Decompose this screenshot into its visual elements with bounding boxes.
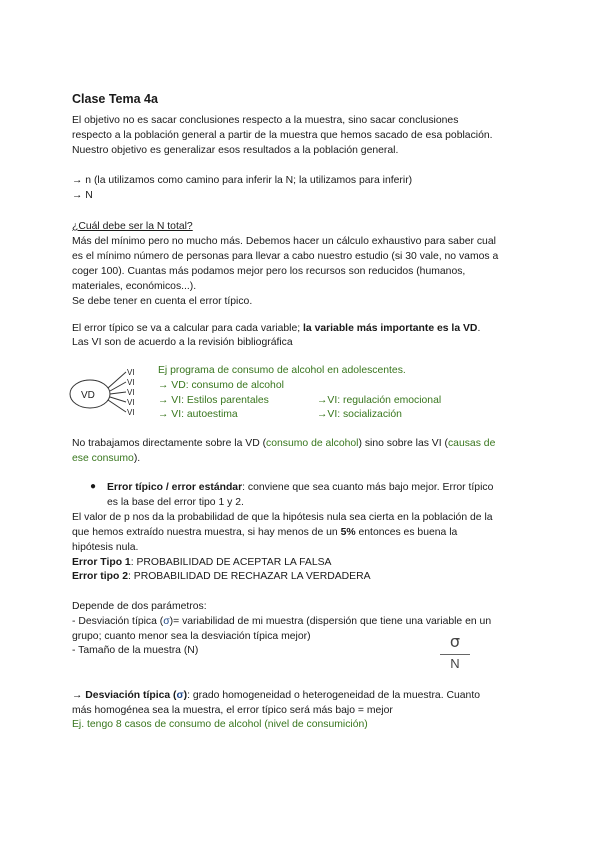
question-para-3: coger 100). Cuantas más podamos mejor pero los recursos son reducidos (humanos, <box>72 266 466 277</box>
example-vi-emotional: →VI: regulación emocional <box>317 395 442 406</box>
std-dev-definition-line-2: más homogénea sea la muestra, el error típico será más bajo = mejor <box>72 705 393 716</box>
vi-branch-label: VI <box>127 408 135 417</box>
bullet-rest: : conviene que sea cuanto más bajo mejor. Error típico <box>242 482 494 493</box>
branch-line <box>110 382 126 391</box>
error-text-a: El error típico se va a calcular para cada variable; <box>72 323 304 334</box>
std-dev-bold: Desviación típica ( <box>85 690 177 701</box>
bullet-line-2: es la base del error tipo 1 y 2. <box>107 497 244 508</box>
p-text-c: entonces es buena la <box>355 527 458 538</box>
vd-text-c: ) sino sobre las VI ( <box>358 438 448 449</box>
std-dev-line-1 <box>72 615 491 628</box>
question-para-1: Más del mínimo pero no mucho más. Debemos hacer un cálculo exhaustivo para saber cual <box>72 236 496 247</box>
arrow-population-line: → N <box>72 190 93 201</box>
vd-text-f: ). <box>133 453 141 464</box>
error-type-2-label: Error tipo 2 <box>72 571 129 582</box>
vd-work-line-1 <box>72 437 495 450</box>
arrow-sample-line: → n (la utilizamos como camino para inferir la N; la utilizamos para inferir) <box>72 175 413 186</box>
error-type-1 <box>72 556 331 569</box>
vi-line: Las VI son de acuerdo a la revisión bibliográfica <box>72 337 293 348</box>
vd-work-line-2 <box>72 452 140 465</box>
vi-branch-label: VI <box>127 388 135 397</box>
fraction-bar <box>440 654 470 655</box>
depends-heading: Depende de dos parámetros: <box>72 601 207 612</box>
std-dev-text-a: - Desviación típica ( <box>72 616 164 627</box>
error-text-bold: la variable más importante es la VD <box>303 323 478 334</box>
std-dev-arrow: → <box>72 690 86 701</box>
question-text: ¿Cuál debe ser la N total? <box>72 221 193 232</box>
p-text-b: 5% <box>340 527 356 538</box>
fraction-numerator: σ <box>449 632 461 651</box>
branch-line <box>108 372 126 388</box>
bullet-dot: ● <box>90 481 97 492</box>
std-dev-line-2: grupo; cuanto menor sea la desviación típica mejor) <box>72 631 311 642</box>
sigma-over-n-fraction <box>440 634 470 674</box>
p-value-line-2 <box>72 526 457 539</box>
p-value-line-3: hipótesis nula. <box>72 542 139 553</box>
fraction-denominator: N <box>450 656 460 671</box>
error-type-1-text: : PROBABILIDAD DE ACEPTAR LA FALSA <box>130 557 332 568</box>
vd-vi-diagram <box>68 368 148 424</box>
branch-line <box>108 400 126 412</box>
std-dev-text-b: )= variabilidad de mi muestra (dispersión que tiene una variable en un <box>169 616 492 627</box>
error-type-2 <box>72 570 371 583</box>
question-para-4: materiales, económicos...). <box>72 281 197 292</box>
example-vi-parental: → VI: Estilos parentales <box>158 395 269 406</box>
question-para-2: es el mínimo número de personas para llevar a cabo nuestro estudio (si 30 vale, no vamos a <box>72 251 499 262</box>
page-title: Clase Tema 4a <box>72 92 158 106</box>
vd-text-e: ese consumo <box>72 453 134 464</box>
question-para-5: Se debe tener en cuenta el error típico. <box>72 296 253 307</box>
example-title: Ej programa de consumo de alcohol en adolescentes. <box>158 365 406 376</box>
example-vi-selfesteem: → VI: autoestima <box>158 409 238 420</box>
error-variable-line <box>72 322 480 335</box>
vd-label: VD <box>81 390 95 401</box>
vi-branch-label: VI <box>127 398 135 407</box>
intro-line-2: respecto a la población general a partir de la muestra que hemos sacado de esa población. <box>72 130 493 141</box>
branch-line <box>110 397 126 402</box>
bullet-bold: Error típico / error estándar <box>107 482 243 493</box>
vd-text-a: No trabajamos directamente sobre la VD ( <box>72 438 267 449</box>
intro-line-3: Nuestro objetivo es generalizar esos resultados a la población general. <box>72 145 399 156</box>
sample-size-line: - Tamaño de la muestra (N) <box>72 645 199 656</box>
vd-text-b: consumo de alcohol <box>266 438 359 449</box>
example-vd: → VD: consumo de alcohol <box>158 380 284 391</box>
p-value-line-1: El valor de p nos da la probabilidad de que la hipótesis nula sea cierta en la población de la <box>72 512 493 523</box>
branch-line <box>110 392 126 394</box>
sigma-symbol: σ <box>163 616 170 627</box>
vi-branch-label: VI <box>127 378 135 387</box>
std-dev-example: Ej. tengo 8 casos de consumo de alcohol (nivel de consumición) <box>72 719 368 730</box>
error-text-c: . <box>477 323 481 334</box>
std-dev-rest: : grado homogeneidad o heterogeneidad de la muestra. Cuanto <box>187 690 480 701</box>
example-vi-social: →VI: socialización <box>317 409 402 420</box>
std-dev-definition-line-1 <box>72 689 480 702</box>
p-text-a: que hemos extraído nuestra muestra, si hay menos de un <box>72 527 341 538</box>
std-dev-sigma: σ <box>176 690 184 701</box>
bullet-line-1 <box>107 481 493 494</box>
question-heading <box>72 220 193 233</box>
std-dev-bold-close: ) <box>183 690 188 701</box>
vd-text-d: causas de <box>447 438 496 449</box>
error-type-2-text: : PROBABILIDAD DE RECHAZAR LA VERDADERA <box>128 571 371 582</box>
vi-branch-label: VI <box>127 368 135 377</box>
error-type-1-label: Error Tipo 1 <box>72 557 131 568</box>
intro-line-1: El objetivo no es sacar conclusiones respecto a la muestra, sino sacar conclusiones <box>72 115 459 126</box>
